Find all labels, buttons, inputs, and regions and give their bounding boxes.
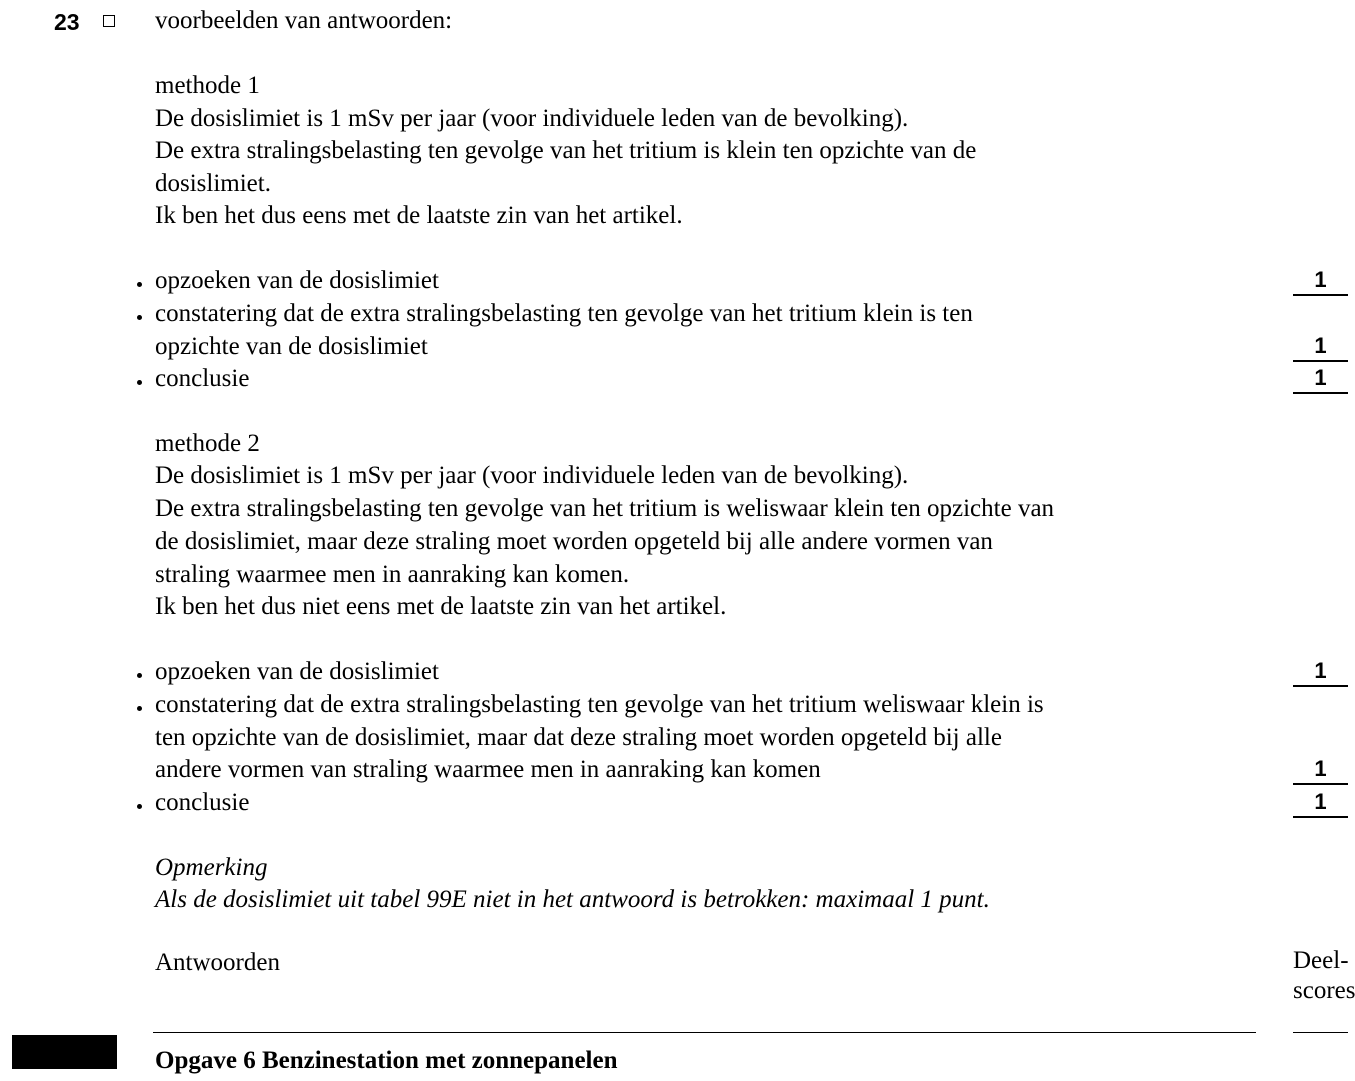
score-value: 1 (1293, 364, 1348, 394)
divider-line (1293, 1032, 1348, 1033)
method2-bullet-text: conclusie (155, 789, 250, 816)
method1-bullet-text: constatering dat de extra stralingsbelasting ten gevolge van het tritium klein is ten (155, 300, 973, 327)
section-marker (12, 1035, 117, 1069)
answers-label: Antwoorden (155, 949, 280, 976)
score-value: 1 (1293, 788, 1348, 818)
bullet-icon (137, 315, 142, 320)
score-value: 1 (1293, 332, 1348, 362)
divider-line (153, 1032, 1256, 1033)
method2-bullet-text: ten opzichte van de dosislimiet, maar dat deze straling moet worden opgeteld bij alle (155, 724, 1002, 751)
question-number: 23 (54, 9, 80, 35)
method2-line: straling waarmee men in aanraking kan komen. (155, 561, 630, 588)
bullet-icon (137, 282, 142, 287)
method2-line: de dosislimiet, maar deze straling moet worden opgeteld bij alle andere vormen van (155, 528, 993, 555)
score-value: 1 (1293, 266, 1348, 296)
method1-line: De extra stralingsbelasting ten gevolge van het tritium is klein ten opzichte van de (155, 137, 977, 164)
method2-bullet-text: constatering dat de extra stralingsbelasting ten gevolge van het tritium weliswaar klein is (155, 691, 1044, 718)
method1-bullet-text: conclusie (155, 365, 250, 392)
method1-line: dosislimiet. (155, 170, 271, 197)
method2-bullet-text: opzoeken van de dosislimiet (155, 658, 439, 685)
score-column-label (1293, 946, 1355, 1006)
remark-heading: Opmerking (155, 854, 268, 881)
bullet-icon (137, 673, 142, 678)
method2-line: Ik ben het dus niet eens met de laatste zin van het artikel. (155, 593, 727, 620)
score-value: 1 (1293, 657, 1348, 687)
method1-line: De dosislimiet is 1 mSv per jaar (voor individuele leden van de bevolking). (155, 105, 909, 132)
score-label-line: scores (1293, 977, 1355, 1004)
checkbox-icon (103, 15, 115, 27)
score-value: 1 (1293, 755, 1348, 785)
remark-text: Als de dosislimiet uit tabel 99E niet in het antwoord is betrokken: maximaal 1 punt. (155, 886, 990, 913)
method2-line: De dosislimiet is 1 mSv per jaar (voor individuele leden van de bevolking). (155, 462, 909, 489)
bullet-icon (137, 706, 142, 711)
bullet-icon (137, 804, 142, 809)
method1-line: Ik ben het dus eens met de laatste zin van het artikel. (155, 202, 683, 229)
method2-bullet-text: andere vormen van straling waarmee men in aanraking kan komen (155, 756, 821, 783)
bullet-icon (137, 380, 142, 385)
method1-bullet-text: opzichte van de dosislimiet (155, 333, 428, 360)
next-section-title: Opgave 6 Benzinestation met zonnepanelen (155, 1047, 618, 1074)
method1-heading: methode 1 (155, 72, 260, 99)
question-intro: voorbeelden van antwoorden: (155, 7, 453, 34)
method2-line: De extra stralingsbelasting ten gevolge van het tritium is weliswaar klein ten opzichte van (155, 495, 1055, 522)
score-label-line: Deel- (1293, 947, 1349, 974)
method2-heading: methode 2 (155, 430, 260, 457)
method1-bullet-text: opzoeken van de dosislimiet (155, 267, 439, 294)
